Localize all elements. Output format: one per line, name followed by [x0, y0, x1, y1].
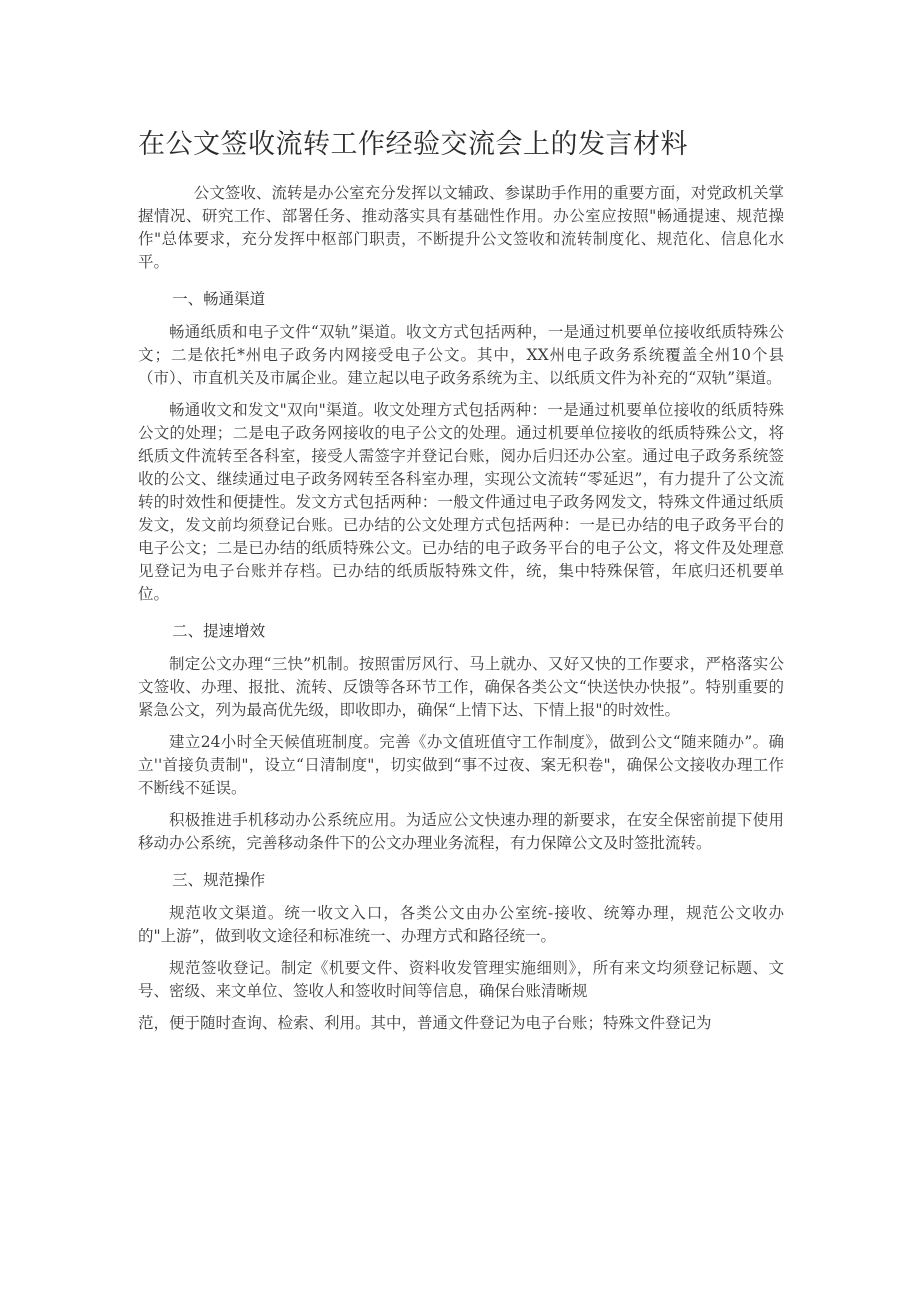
intro-paragraph: 公文签收、流转是办公室充分发挥以文辅政、参谋助手作用的重要方面，对党政机关掌握情况、研究工作、部署任务、推动落实具有基础性作用。办公室应按照"畅通提速、规范操作"总体要求，充分发挥中枢部门职责，不断提升公文签收和流转制度化、规范化、信息化水平。	[138, 184, 784, 271]
section-2-paragraph-1: 制定公文办理“三快”机制。按照雷厉风行、马上就办、又好又快的工作要求，严格落实公文签收、办理、报批、流转、反馈等各环节工作，确保各类公文“快送快办快报”。特别重要的紧急公文，列为最高优先级，即收即办，确保“上情下达、下情上报"的时效性。	[138, 655, 784, 719]
section-2-paragraph-2: 建立24小时全天候值班制度。完善《办文值班值守工作制度》，做到公文“随来随办”。确立''首接负责制"，设立“日清制度"，切实做到“事不过夜、案无积卷"，确保公文接收办理工作不断线不延误。	[138, 733, 784, 797]
section-3-paragraph-1: 规范收文渠道。统一收文入口，各类公文由办公室统-接收、统筹办理，规范公文收办的"上游”，做到收文途径和标准统一、办理方式和路径统一。	[138, 904, 784, 945]
section-heading-1: 一、畅通渠道	[172, 290, 266, 308]
section-heading-2: 二、提速增效	[172, 622, 266, 640]
section-1-paragraph-1: 畅通纸质和电子文件“双轨”渠道。收文方式包括两种，一是通过机要单位接收纸质特殊公文；二是依托*州电子政务内网接受电子公文。其中，XX州电子政务系统覆盖全州10个县（市）、市直机关及市属企业。建立起以电子政务系统为主、以纸质文件为补充的“双轨”渠道。	[138, 323, 784, 387]
document-title: 在公文签收流转工作经验交流会上的发言材料	[138, 129, 688, 160]
section-2-paragraph-3: 积极推进手机移动办公系统应用。为适应公文快速办理的新要求，在安全保密前提下使用移动办公系统，完善移动条件下的公文办理业务流程，有力保障公文及时签批流转。	[138, 811, 784, 852]
section-3-paragraph-2: 规范签收登记。制定《机要文件、资料收发管理实施细则》，所有来文均须登记标题、文号、密级、来文单位、签收人和签收时间等信息，确保台账清晰规	[138, 959, 784, 1000]
section-1-paragraph-2: 畅通收文和发文"双向"渠道。收文处理方式包括两种：一是通过机要单位接收的纸质特殊公文的处理；二是电子政务网接收的电子公文的处理。通过机要单位接收的纸质特殊公文，将纸质文件流转至各科室，接受人需签字并登记台账，阅办后归还办公室。通过电子政务系统签收的公文、继续通过电子政务网转至各科室办理，实现公文流转“零延迟”，有力提升了公文流转的时效性和便捷性。发文方式包括两种：一般文件通过电子政务网发文，特殊文件通过纸质发文，发文前均须登记台账。已办结的公文处理方式包括两种：一是已办结的电子政务平台的电子公文；二是已办结的纸质特殊公文。已办结的电子政务平台的电子公文，将文件及处理意见登记为电子台账并存档。已办结的纸质版特殊文件，统，集中特殊保管，年底归还机要单位。	[138, 401, 784, 603]
section-heading-3: 三、规范操作	[172, 871, 266, 889]
section-3-continuation: 范，便于随时查询、检索、利用。其中，普通文件登记为电子台账；特殊文件登记为	[138, 1014, 712, 1032]
document-page	[138, 126, 784, 1044]
